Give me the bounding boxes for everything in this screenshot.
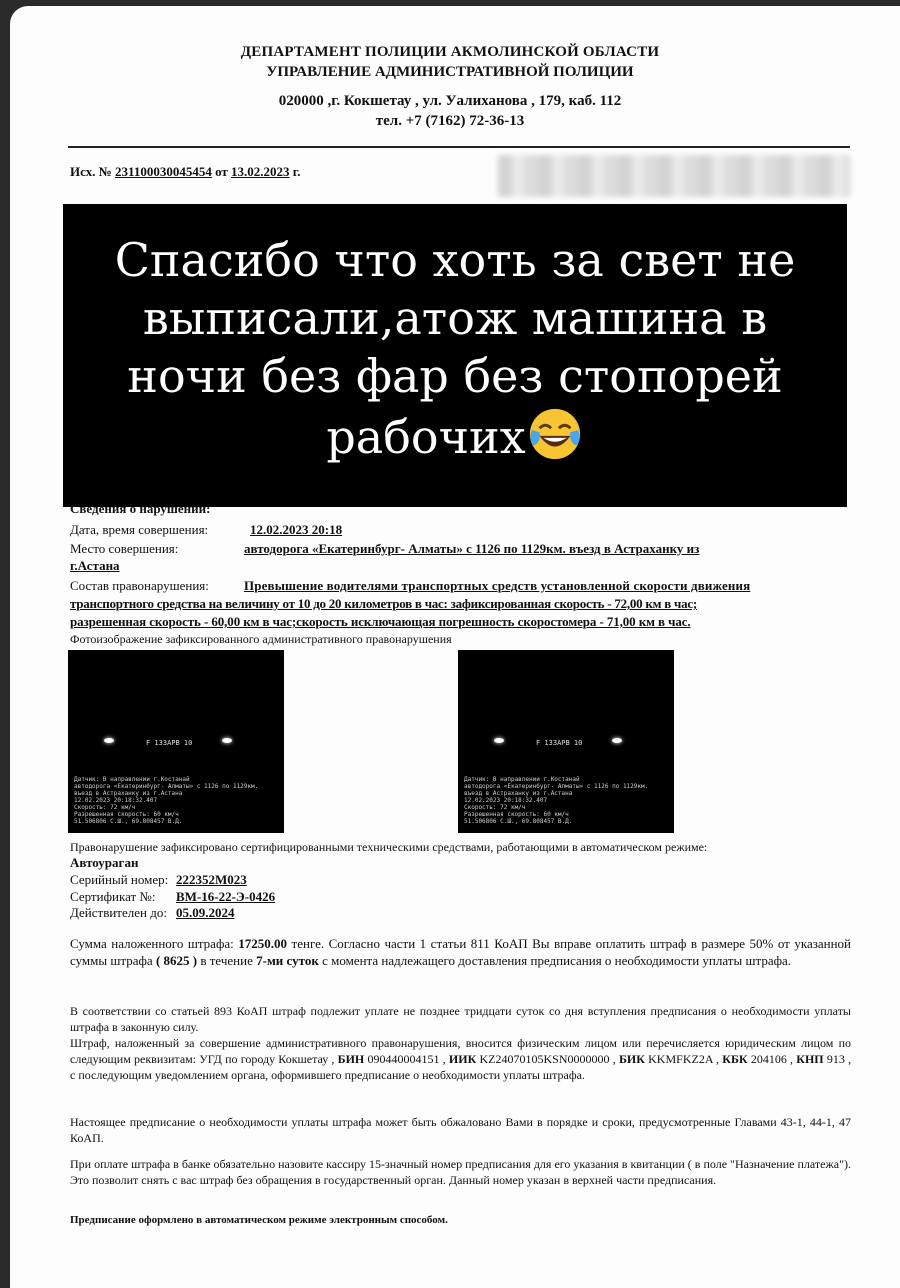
- composition-label: Состав правонарушения:: [70, 578, 209, 593]
- bank-payment-paragraph: При оплате штрафа в банке обязательно назовите кассиру 15-значный номер предписания для его указания в квитанции ( в поле "Назначение платежа"). Это позволит снять с вас штраф без обращения в государственный орган. Данный номер указан в верхней части предписания.: [70, 1157, 851, 1187]
- composition-line-3: разрешенная скорость - 60,00 км в час;скорость исключающая погрешность скоростомера - 71,00 км в час.: [70, 614, 691, 629]
- place-label: Место совершения:: [70, 541, 179, 556]
- photo-info: Датчик: В направлении г.Костанай автодорога «Екатеринбург- Алматы» с 1126 по 1129км. въезд в Астраханку из г.Астана 12.02.2023 20:18:32.407 Скорость: 72 км/ч Разрешенная скорость: 60 км/ч 51.506806 С.Ш., 69.808457 В.Д.: [74, 776, 259, 825]
- device-name: Автоураган: [70, 855, 139, 870]
- serial-value: 222352М023: [176, 872, 247, 887]
- headlight-right: [222, 738, 232, 743]
- violation-section-title: Сведения о нарушении:: [70, 501, 211, 516]
- kbk-value: 204106: [750, 1052, 787, 1066]
- payment-period: 7-ми суток: [256, 953, 319, 968]
- payment-details-paragraph: Штраф, наложенный за совершение административного правонарушения, вносится физическим лицом или перечисляется юридическим лицом по следующим реквизитам: УГД по городу Кокшетау , БИН 090440004151 , ИИК KZ24070105KSN0000000 , БИК KKMFKZ2A , КБК 204106 , КНП 913 , с последующим уведомлением органа, оформившего предписание о необходимости уплаты штрафа.: [70, 1036, 852, 1082]
- serial-label: Серийный номер:: [70, 872, 169, 887]
- violation-photo-1: [68, 650, 284, 833]
- headlight-left: [104, 738, 114, 743]
- cert-label: Сертификат №:: [70, 889, 156, 904]
- reference-number: 231100030045454: [115, 164, 212, 179]
- overlay-line-4: рабочих: [63, 405, 847, 466]
- knp-value: 913: [826, 1052, 845, 1066]
- valid-label: Действителен до:: [70, 905, 167, 920]
- license-plate: F 133APB 10: [536, 739, 583, 747]
- fine-amount: 17250.00: [238, 936, 288, 951]
- headlight-left: [494, 738, 504, 743]
- address-line: 020000 ,г. Кокшетау , ул. Уалиханова , 179, каб. 112: [278, 93, 622, 109]
- document-page: [10, 6, 900, 1288]
- datetime-value: 12.02.2023 20:18: [250, 522, 343, 537]
- device-intro: Правонарушение зафиксировано сертифицированными техническими средствами, работающими в автоматическом режиме:: [70, 840, 708, 854]
- photo-info: Датчик: В направлении г.Костанай автодорога «Екатеринбург- Алматы» с 1126 по 1129км. въезд в Астраханку из г.Астана 12.02.2023 20:18:32.407 Скорость: 72 км/ч Разрешенная скорость: 60 км/ч 51.506806 С.Ш., 69.808457 В.Д.: [464, 776, 649, 825]
- license-plate: F 133APB 10: [146, 739, 193, 747]
- place-value: автодорога «Екатеринбург- Алматы» с 1126 по 1129км. въезд в Астраханку из: [244, 541, 700, 556]
- header-divider: [68, 146, 850, 148]
- cert-value: ВМ-16-22-Э-0426: [176, 889, 276, 904]
- composition-line-2: транспортного средства на величину от 10 до 20 километров в час: зафиксированная скорость - 72,00 км в час;: [70, 596, 697, 611]
- place-value-city: г.Астана: [70, 558, 120, 573]
- headlight-right: [612, 738, 622, 743]
- overlay-line-2: выписали,атож машина в: [142, 291, 768, 345]
- department-title: ДЕПАРТАМЕНТ ПОЛИЦИИ АКМОЛИНСКОЙ ОБЛАСТИ: [240, 44, 660, 60]
- photo-caption: Фотоизображение зафиксированного административного правонарушения: [70, 632, 452, 646]
- caption-overlay: [63, 204, 847, 507]
- payment-deadline-paragraph: В соответствии со статьей 893 КоАП штраф подлежит уплате не позднее тридцати суток со дня вступления предписания о необходимости уплаты штрафа в законную силу.: [70, 1004, 851, 1034]
- half-amount: ( 8625 ): [155, 953, 198, 968]
- bin-value: 090440004151: [367, 1052, 440, 1066]
- division-title: УПРАВЛЕНИЕ АДМИНИСТРАТИВНОЙ ПОЛИЦИИ: [266, 64, 634, 80]
- violation-photo-2: [458, 650, 674, 833]
- outgoing-reference: Исх. № 231100030045454 от 13.02.2023 г.: [70, 164, 301, 179]
- overlay-line-1: Спасибо что хоть за свет не: [114, 233, 796, 287]
- electronic-notice: Предписание оформлено в автоматическом режиме электронным способом.: [70, 1214, 448, 1226]
- iik-value: KZ24070105KSN0000000: [479, 1052, 610, 1066]
- reference-date: 13.02.2023: [231, 164, 290, 179]
- tears-of-joy-emoji-icon: [526, 405, 584, 463]
- phone-line: тел. +7 (7162) 72-36-13: [375, 113, 525, 129]
- valid-value: 05.09.2024: [176, 905, 235, 920]
- datetime-label: Дата, время совершения:: [70, 522, 209, 537]
- fine-amount-paragraph: Сумма наложенного штрафа: 17250.00 тенге. Согласно части 1 статьи 811 КоАП Вы вправе оплатить штраф в размере 50% от указанной суммы штрафа ( 8625 ) в течение 7-ми суток с момента надлежащего доставления предписания о необходимости уплаты штрафа.: [70, 936, 852, 968]
- bik-value: KKMFKZ2A: [648, 1052, 713, 1066]
- blurred-recipient: [498, 155, 850, 197]
- composition-line-1: Превышение водителями транспортных средств установленной скорости движения: [244, 578, 751, 593]
- appeal-paragraph: Настоящее предписание о необходимости уплаты штрафа может быть обжаловано Вами в порядке и сроки, предусмотренные Главами 43-1, 44-1, 47 КоАП.: [70, 1115, 851, 1145]
- overlay-line-3: ночи без фар без стопорей: [127, 349, 783, 403]
